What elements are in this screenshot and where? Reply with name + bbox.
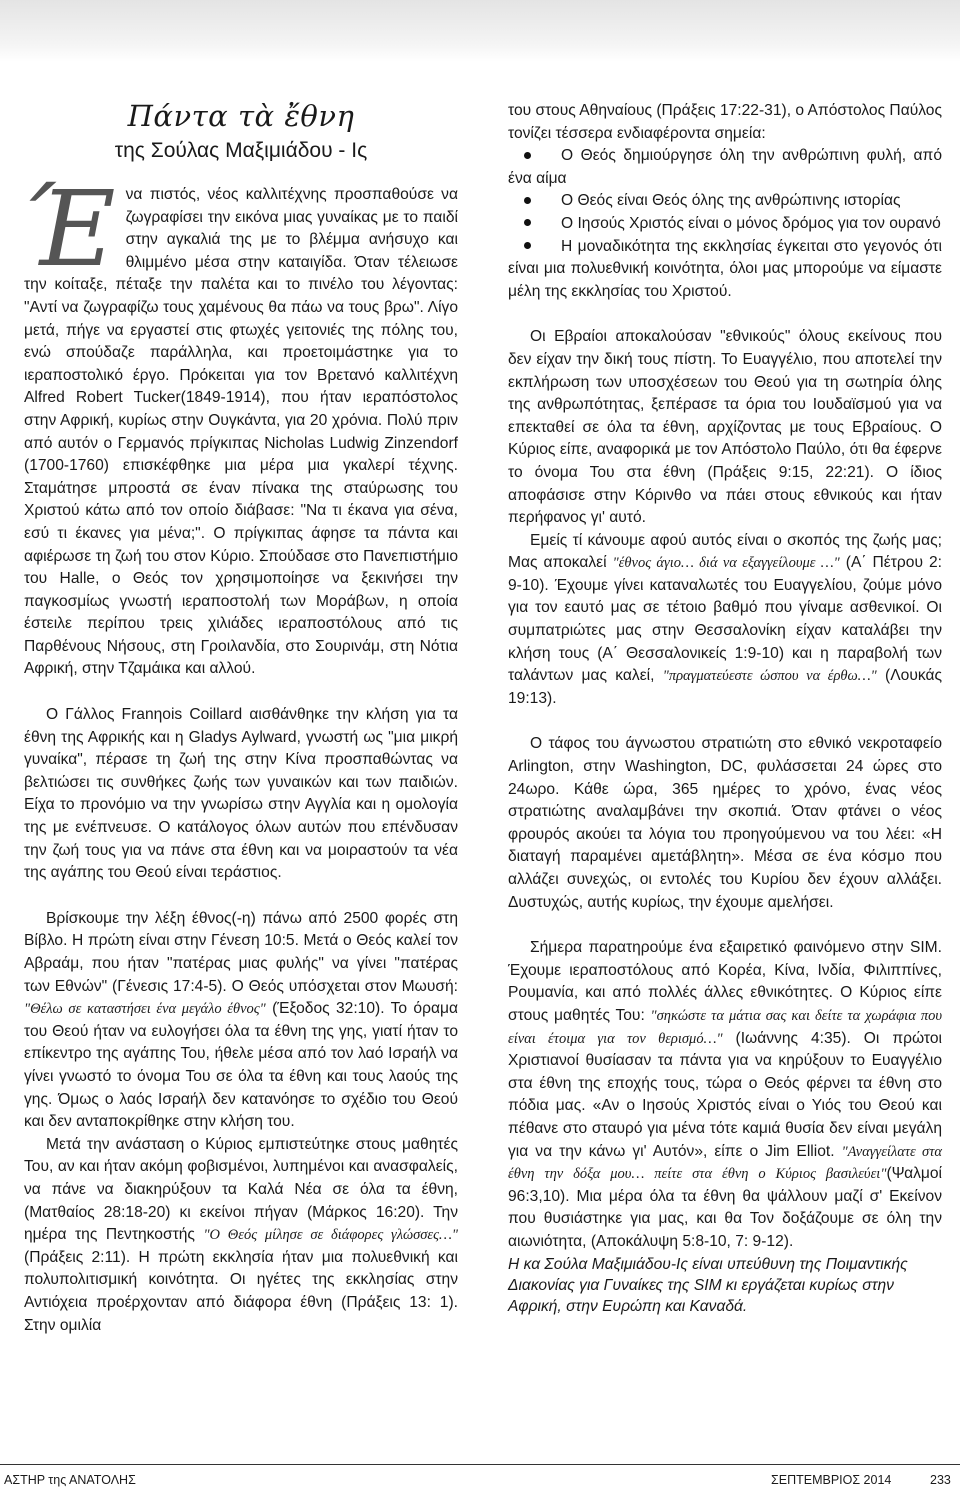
bullet-item	[508, 236, 942, 304]
bullet-item	[508, 213, 942, 236]
right-paragraph-4: Ο τάφος του άγνωστου στρατιώτη στο εθνικό νεκροταφείο Arlington, στην Washington, DC, φυλάσσεται 24 ώρες στο 24ωρο. Κάθε ώρα, 365 ημέρες το χρόνο, ένας νέος στρατιώτης αναλαμβάνει την σκοπιά. Όταν φτάνει ο νέος φρουρός ακούει τα λόγια του προηγούμενου να του λέει: «Η διαταγή παραμένει αμετάβλητη». Μέσα σε ένα κόσμο που αλλάζει συνεχώς, οι εντολές του Κυρίου δεν έχουν αλλάξει. Δυστυχώς, αυτής κυρίως, την έχουμε αμελήσει.	[508, 735, 942, 911]
right-p3-text-b: (Α΄ Πέτρου 2: 9-10). Έχουμε γίνει καταναλωτές του Ευαγγελίου, ζούμε μόνο για τον εαυτό μας σε τέτοιο βαθμό που γίναμε ασθενικοί. Οι συμπατριώτες μας στην Θεσσαλονίκη είχαν καταλάβει την κλήση τους (Α΄ Θεσσαλονικείς 1:9-10) και η παραβολή των ταλάντων μας καλεί,	[508, 554, 942, 685]
footer-rule	[0, 1464, 960, 1465]
right-p3-quote-1: "έθνος άγιο… διά να εξαγγείλουμε …"	[612, 555, 840, 572]
bullet-text: Ο Ιησούς Χριστός είναι ο μόνος δρόμος για τον ουρανό	[561, 214, 941, 232]
left-p4-quote: "Ο Θεός μίλησε σε διάφορες γλώσσες…"	[203, 1227, 458, 1244]
left-p3-text-b: (Έξοδος 32:10). Το όραμα του Θεού ήταν να ευλογήσει όλα τα έθνη της γης, γιατί ήταν το επίκεντρο της αγάπης Του, ήθελε μέσα από τον λαό Ισραήλ να γίνει γνωστό το όνομα Του σε όλα τα έθνη και τους λαούς της γης. Όμως ο λαός Ισραήλ δεν κατανόησε το σχέδιο του Θεού και δεν ανταποκρίθηκε στην κλήση του.	[24, 1000, 458, 1131]
right-intro: του στους Αθηναίους (Πράξεις 17:22-31), ο Απόστολος Παύλος τονίζει τέσσερα ενδιαφέροντα σημεία:	[508, 102, 942, 142]
bullet-text: Ο Θεός είναι Θεός όλης της ανθρώπινης ιστορίας	[561, 192, 901, 210]
left-p4-text-b: (Πράξεις 2:11). Η πρώτη εκκλησία ήταν μια πολυεθνική και πολυπολιτισμική κοινότητα. Οι ηγέτες της εκκλησίας στην Αντιόχεια προέρχονταν από διάφορα έθνη (Πράξεις 13: 1). Στην ομιλία	[24, 1248, 458, 1334]
left-p3-text-a: Βρίσκουμε την λέξη έθνος(-η) πάνω από 2500 φορές στη Βίβλο. Η πρώτη είναι στην Γένεση 10:5. Μετά ο Θεός καλεί τον Αβραάμ, που ήταν "πατέρας μιας φυλής" να γίνει "πατέρας των Εθνών" (Γένεσις 17:4-5). Ο Θεός υπόσχεται στον Μωυσή:	[24, 909, 458, 995]
bullet-text: Η μοναδικότητα της εκκλησίας έγκειται στο γεγονός ότι είναι μια πολυεθνική κοινότητα, όλοι μας μπορούμε να είμαστε μέλη της εκκλησίας του Χριστού.	[508, 237, 942, 300]
right-p5-quote-1: "σηκώστε τα μάτια σας και δείτε τα χωράφια που είναι έτοιμα για τον θερισμό…"	[508, 1007, 942, 1047]
page-top-band	[0, 0, 960, 62]
left-column	[24, 96, 458, 1337]
right-paragraph-5	[508, 937, 942, 1253]
page-number: 233	[930, 1473, 951, 1487]
right-p5-quote-2: "Αναγγείλατε στα έθνη την δόξα μου… πείτε στα έθνη ο Κύριος βασιλεύει"	[508, 1143, 942, 1183]
right-p5-text-a: Σήμερα παρατηρούμε ένα εξαιρετικό φαινόμενο στην SIM. Έχουμε ιεραποστόλους από Κορέα, Κίνα, Ινδία, Φιλιππίνες, Ρουμανία, και από πολλές άλλες εθνικότητες. Ο Κύριος είπε στους μαθητές Του:	[508, 939, 942, 1024]
author-note: Η κα Σούλα Μαξιμιάδου-Ις είναι υπεύθυνη της Ποιμαντικής Διακονίας για Γυναίκες της SIM κι εργάζεται κυρίως στην Αφρική, στην Ευρώπη και Καναδά.	[508, 1255, 908, 1315]
left-paragraph-2: Ο Γάλλος Franηois Coillard αισθάνθηκε την κλήση για τα έθνη της Αφρικής και η Gladys Aylward, γνωστή ως "μια μικρή γυναίκα", πέρασε τη ζωή της στην Κίνα προσπαθώντας να βελτιώσει τις συνθήκες ζωής των γυναικών και των παιδιών. Είχα το προνόμιο να την γνωρίσω στην Αγγλία και η ομολογία της με ενέπνευσε. Ο κατάλογος όλων αυτών που επένδυσαν την ζωή τους για να πάνε στα έθνη και να μοιραστούν τα νέα της αγάπης του Θεού είναι τεράστιος.	[24, 706, 458, 882]
article-byline: της Σούλας Μαξιμιάδου - Ις	[114, 139, 368, 162]
right-paragraph-3	[508, 530, 942, 711]
page-footer	[0, 1456, 960, 1496]
article-title: Πάντα τὰ ἔθνη	[127, 99, 355, 133]
right-column	[508, 100, 942, 1317]
bullet-dot	[524, 219, 531, 226]
drop-cap: Έ	[22, 168, 116, 290]
bullet-item	[508, 190, 942, 213]
issue-date: ΣΕΠΤΕΜΒΡΙΟΣ 2014	[771, 1473, 892, 1487]
left-paragraph-4	[24, 1134, 458, 1337]
right-paragraph-2: Οι Εβραίοι αποκαλούσαν "εθνικούς" όλους εκείνους που δεν είχαν την δική τους πίστη. Το Ευαγγέλιο, που αποτελεί την εκπλήρωση των υποσχέσεων του Θεού για τη σωτηρία όλης της ανθρωπότητας, ξεπέρασε τα όρια του Ιουδαϊσμού για να επεκταθεί σε όλα τα έθνη, αρχίζοντας με τους Εβραίους. Ο Κύριος είπε, αναφορικά με τον Απόστολο Παύλο, ότι θα έφερνε το όνομα Του στα έθνη (Πράξεις 9:15, 22:21). Ο ίδιος αποφάσισε στην Κόρινθο να πάει στους εθνικούς και ήταν περήφανος γι' αυτό.	[508, 328, 942, 527]
bullet-item	[508, 145, 942, 190]
right-p3-text-c: (Λουκάς 19:13).	[508, 667, 942, 707]
right-p5-text-c: (Ψαλμοί 96:3,10). Μια μέρα όλα τα έθνη θα ψάλλουν μαζί σ' Εκείνον που θυσιάστηκε για μας, και θα Τον δοξάζουμε σε όλη την αιωνιότητα, (Αποκάλυψη 5:8-10, 7: 9-12).	[508, 1165, 942, 1250]
right-p3-quote-2: "πραγματεύεστε ώσπου να έρθω…"	[662, 668, 877, 685]
left-p4-text-a: Μετά την ανάσταση ο Κύριος εμπιστεύτηκε στους μαθητές Του, αν και ήταν ακόμη φοβισμένοι, λυπημένοι και ανασφαλείς, να πάνε να διακηρύξουν τα Καλά Νέα σε όλα τα έθνη, (Ματθαίος 28:18-20) κι εκείνοι πήγαν (Μάρκος 16:20). Την ημέρα της Πεντηκοστής	[24, 1135, 458, 1244]
right-p3-text-a: Εμείς τί κάνουμε αφού αυτός είναι ο σκοπός της ζωής μας; Μας αποκαλεί	[508, 531, 942, 572]
bullet-text: Ο Θεός δημιούργησε όλη την ανθρώπινη φυλή, από ένα αίμα	[508, 147, 942, 187]
left-p3-quote: "Θέλω σε καταστήσει ένα μεγάλο έθνος"	[24, 1001, 266, 1018]
left-paragraph-3	[24, 908, 458, 1134]
right-p5-text-b: (Ιωάννης 4:35). Οι πρώτοι Χριστιανοί θυσίασαν τα πάντα για να κηρύξουν το Ευαγγέλιο στα έθνη της εποχής τους, τώρα ο Θεός φέρνει τα έθνη στο πόδια μας. «Αν ο Ιησούς Χριστός είναι ο Υιός του Θεού και πέθανε στο σταυρό για μένα τότε καμιά θυσία δεν είναι μεγάλη για να την κάνω γι' Αυτόν», είπε ο Jim Elliot.	[508, 1029, 942, 1160]
left-paragraph-1-text: να πιστός, νέος καλλιτέχνης προσπαθούσε να ζωγραφίσει την εικόνα μιας γυναίκας με το παιδί στην αγκαλιά της με το βλέμμα ανήσυχο και θλιμμένο μέσα στην καταιγίδα. Όταν τέλειωσε την κοίταξε, πέταξε την παλέτα και το πινέλο του λέγοντας: "Αντί να ζωγραφίζω τους χαμένους θα πάω να τους βρω". Λίγο μετά, πήγε να εργαστεί στις φτωχές γειτονιές της πόλης του, ενώ σπούδαζε παράλληλα, και προετοιμάστηκε για το ιεραποστολικό έργο. Πρόκειται για τον Βρετανό καλλιτέχνη Alfred Robert Tucker(1849-1914), που ήταν ιεραπόστολος στην Αφρική, κυρίως στην Ουγκάντα, για 20 χρόνια. Πολύ πριν από αυτόν ο Γερμανός πρίγκιπας Nicholas Ludwig Zinzendorf (1700-1760) επισκέφθηκε μια μέρα μια γκαλερί τέχνης. Σταμάτησε μπροστά σε έναν πίνακα της σταύρωσης του Χριστού κάτω από τον οποίο διάβασε: "Να τι έκανα για σένα, εσύ τι έκανες για μένα;". Ο πρίγκιπας άφησε τα πάντα και αφιέρωσε τη ζωή του στον Κύριο. Σπούδασε στο Πανεπιστήμιο του Halle, ο Θεός τον χρησιμοποίησε να ξεκινήσει την παγκοσμίως γνωστή ιεραποστολή των Μοράβων, η οποία έστειλε περίπου τρεις χιλιάδες ιεραποστόλους από τις Παρθένους Νήσους, στη Γροιλανδία, στο Σουρινάμ, στη Νότια Αφρική, στην Τζαμάικα και αλλού.	[24, 186, 458, 678]
bullet-dot	[524, 242, 531, 249]
bullet-dot	[524, 197, 531, 204]
magazine-name: ΑΣΤΗΡ της ΑΝΑΤΟΛΗΣ	[4, 1473, 136, 1487]
left-paragraph-1	[22, 168, 458, 681]
bullet-dot	[524, 152, 531, 159]
